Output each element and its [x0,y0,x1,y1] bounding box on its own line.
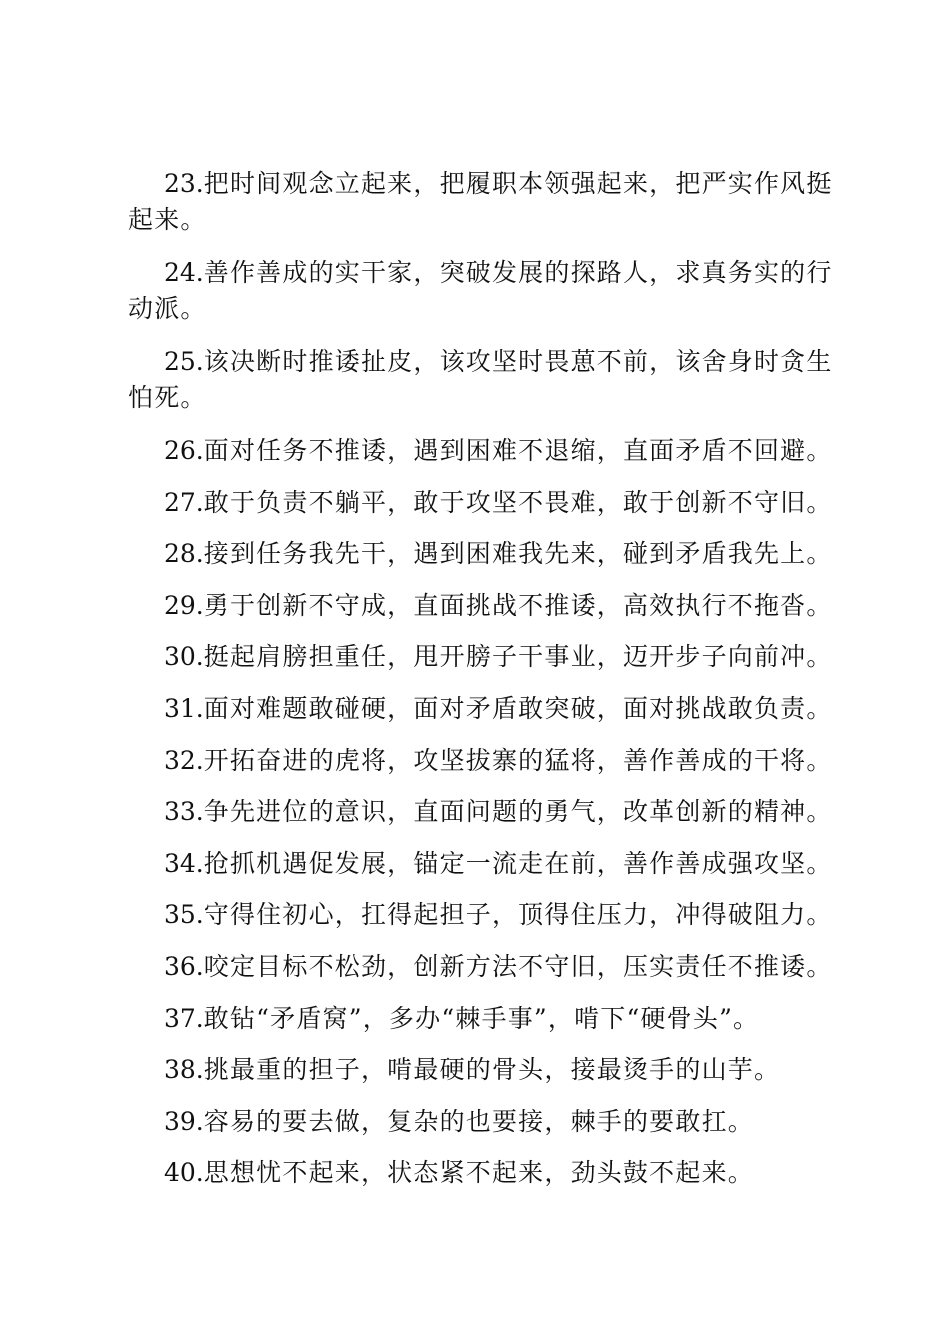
item-number: 35. [164,900,204,930]
item-text: 面对难题敢碰硬，面对矛盾敢突破，面对挑战敢负责。 [203,693,833,723]
list-item [128,846,838,882]
item-number: 26. [164,436,204,465]
item-number: 33. [164,797,204,827]
list-item [128,344,838,416]
item-text: 接到任务我先干，遇到困难我先来，碰到矛盾我先上。 [203,539,833,569]
list-item [128,794,838,830]
item-number: 27. [164,487,204,517]
item-number: 39. [164,1106,204,1136]
item-text: 开拓奋进的虎将，攻坚拔寨的猛将，善作善成的干将。 [203,745,833,775]
item-number: 37. [164,1003,204,1033]
item-number: 24. [164,258,204,287]
item-text: 敢钻“矛盾窝”，多办“棘手事”，啃下“硬骨头”。 [203,1003,760,1033]
item-number: 23. [164,169,204,198]
item-text: 勇于创新不守成，直面挑战不推诿，高效执行不拖沓。 [203,590,833,620]
list-item [128,897,838,933]
item-text: 善作善成的实干家，突破发展的探路人，求真务实的行动派。 [128,258,833,323]
item-number: 36. [164,951,204,981]
item-text: 把时间观念立起来，把履职本领强起来，把严实作风挺起来。 [128,169,833,234]
list-item [128,1052,838,1088]
item-number: 34. [164,848,204,878]
item-number: 32. [164,745,204,775]
list-item [128,691,838,727]
item-text: 挺起肩膀担重任，甩开膀子干事业，迈开步子向前冲。 [203,642,833,672]
list-item [128,949,838,985]
list-item [128,433,838,469]
item-text: 容易的要去做，复杂的也要接，棘手的要敢扛。 [203,1106,754,1136]
item-number: 28. [164,539,204,569]
item-number: 40. [164,1158,204,1188]
item-text: 守得住初心，扛得起担子，顶得住压力，冲得破阻力。 [203,900,833,930]
item-text: 挑最重的担子，啃最硬的骨头，接最烫手的山芋。 [203,1055,781,1085]
item-number: 25. [164,347,204,376]
list-item [128,485,838,521]
item-text: 抢抓机遇促发展，锚定一流走在前，善作善成强攻坚。 [203,848,833,878]
list-item [128,1001,838,1037]
item-text: 面对任务不推诿，遇到困难不退缩，直面矛盾不回避。 [203,436,833,465]
item-text: 咬定目标不松劲，创新方法不守旧，压实责任不推诿。 [203,951,833,981]
list-item [128,255,838,327]
list-item [128,536,838,572]
list-item [128,743,838,779]
slogan-list [128,166,838,1207]
item-number: 31. [164,693,204,723]
item-text: 思想忧不起来，状态紧不起来，劲头鼓不起来。 [203,1158,754,1188]
item-number: 29. [164,590,204,620]
item-text: 敢于负责不躺平，敢于攻坚不畏难，敢于创新不守旧。 [203,487,833,517]
item-number: 38. [164,1055,204,1085]
list-item [128,588,838,624]
item-text: 该决断时推诿扯皮，该攻坚时畏葸不前，该舍身时贪生怕死。 [128,347,833,412]
list-item [128,166,838,238]
list-item [128,639,838,675]
list-item [128,1104,838,1140]
item-number: 30. [164,642,204,672]
list-item [128,1155,838,1191]
item-text: 争先进位的意识，直面问题的勇气，改革创新的精神。 [203,797,833,827]
